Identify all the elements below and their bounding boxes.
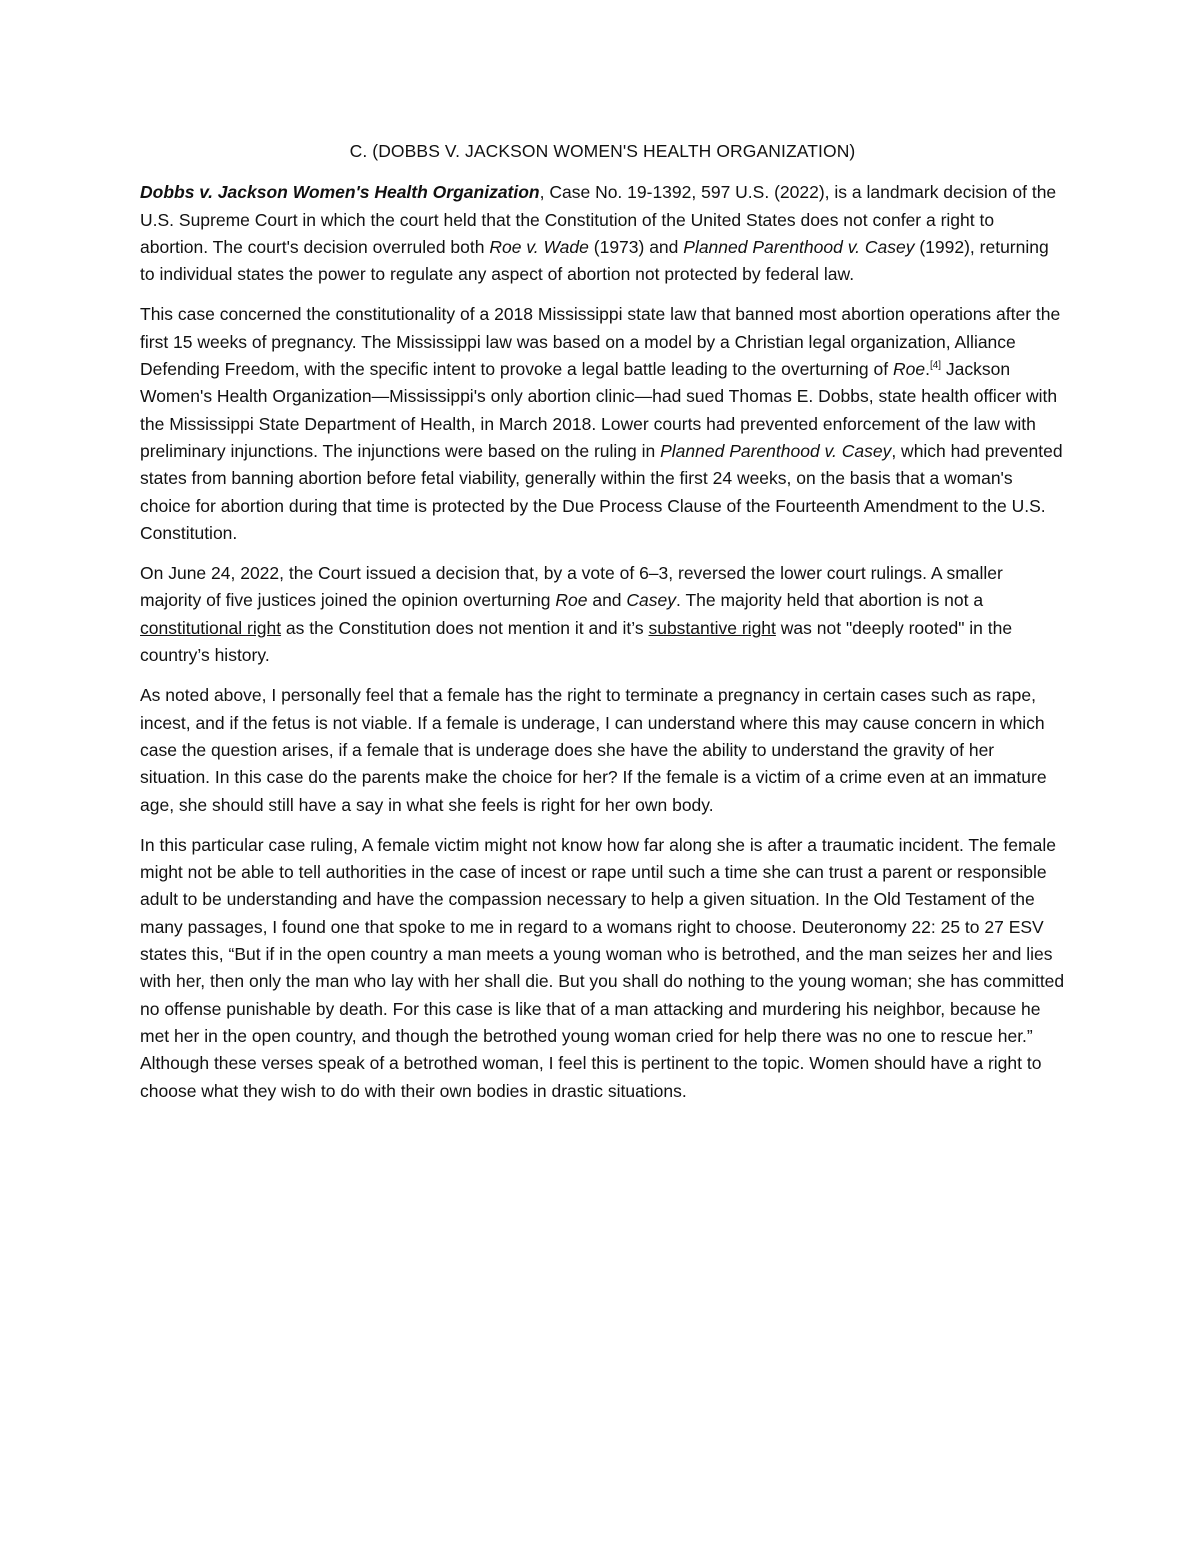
casey-ref: Casey bbox=[626, 590, 677, 611]
paragraph-3 bbox=[140, 560, 1065, 669]
case-name: Dobbs v. Jackson Women's Health Organization bbox=[140, 182, 540, 203]
roe-ref-2: Roe bbox=[555, 590, 588, 611]
p1-text-2: (1973) and bbox=[588, 236, 684, 257]
p3-text-3: . The majority held that abortion is not a bbox=[676, 590, 984, 611]
p2-text-2: . bbox=[925, 359, 930, 380]
planned-parenthood-ref: Planned Parenthood v. Casey bbox=[660, 440, 892, 461]
document-page bbox=[140, 138, 1065, 1118]
p3-text-2: and bbox=[587, 590, 627, 611]
roe-ref: Roe bbox=[892, 359, 926, 380]
p2-text-1: This case concerned the constitutionality of a 2018 Mississippi state law that banned most abortion operations after the first 15 weeks of pregnancy. The Mississippi law was based on a model by a Christian legal organization, Alliance Defending Freedom, with the specific intent to provoke a legal battle leading to the overturning of bbox=[140, 304, 1061, 380]
constitutional-right-link[interactable]: constitutional right bbox=[140, 617, 282, 638]
p2-text-3: Jackson Women's Health Organization—Mississippi's only abortion clinic—had sued Thomas E. Dobbs, state health officer with the Mississippi State Department of Health, in March 2018. Lower courts had prevented enforcement of the law with preliminary injunctions. The injunctions were based on the ruling in bbox=[140, 359, 1058, 461]
p3-text-4: as the Constitution does not mention it and it’s bbox=[281, 617, 649, 638]
paragraph-5: In this particular case ruling, A female victim might not know how far along she is after a traumatic incident. The female might not be able to tell authorities in the case of incest or rape until such a time she can trust a parent or responsible adult to be understanding and have the compassion necessary to help a given situation. In the Old Testament of the many passages, I found one that spoke to me in regard to a womans right to choose. Deuteronomy 22: 25 to 27 ESV states this, “But if in the open country a man meets a young woman who is betrothed, and the man seizes her and lies with her, then only the man who lay with her shall die. But you shall do nothing to the young woman; she has committed no offense punishable by death. For this case is like that of a man attacking and murdering his neighbor, because he met her in the open country, and though the betrothed young woman cried for help there was no one to rescue her.” Although these verses speak of a betrothed woman, I feel this is pertinent to the topic. Women should have a right to choose what they wish to do with their own bodies in drastic situations. bbox=[140, 834, 1065, 1101]
paragraph-4: As noted above, I personally feel that a female has the right to terminate a pregnancy in certain cases such as rape, incest, and if the fetus is not viable. If a female is underage, I can understand where this may cause concern in which case the question arises, if a female that is underage does she have the ability to understand the gravity of her situation. In this case do the parents make the choice for her? If the female is a victim of a crime even at an immature age, she should still have a say in what she feels is right for her own body. bbox=[140, 685, 1047, 815]
p3-text-5: was not "deeply rooted" in the country’s history. bbox=[140, 617, 1013, 666]
paragraph-1 bbox=[140, 179, 1065, 288]
roe-v-wade: Roe v. Wade bbox=[489, 236, 589, 257]
footnote-marker[interactable]: [4] bbox=[929, 360, 942, 372]
document-title: C. (DOBBS V. JACKSON WOMEN'S HEALTH ORGANIZATION) bbox=[349, 141, 856, 161]
planned-parenthood-v-casey: Planned Parenthood v. Casey bbox=[683, 236, 915, 257]
p1-text-3: (1992), returning to individual states the power to regulate any aspect of abortion not protected by federal law. bbox=[140, 236, 1049, 285]
substantive-right-link[interactable]: substantive right bbox=[648, 617, 776, 638]
p1-text-1: , Case No. 19-1392, 597 U.S. (2022), is a landmark decision of the U.S. Supreme Court in which the court held that the Constitution of the United States does not confer a right to abortion. The court's decision overruled both bbox=[140, 182, 1057, 257]
p3-text-1: On June 24, 2022, the Court issued a decision that, by a vote of 6–3, reversed the lower court rulings. A smaller majority of five justices joined the opinion overturning bbox=[140, 563, 1003, 611]
paragraph-2 bbox=[140, 301, 1065, 547]
p2-text-4: , which had prevented states from banning abortion before fetal viability, generally within the first 24 weeks, on the basis that a woman's choice for abortion during that time is protected by the Due Process Clause of the Fourteenth Amendment to the U.S. Constitution. bbox=[140, 440, 1063, 543]
